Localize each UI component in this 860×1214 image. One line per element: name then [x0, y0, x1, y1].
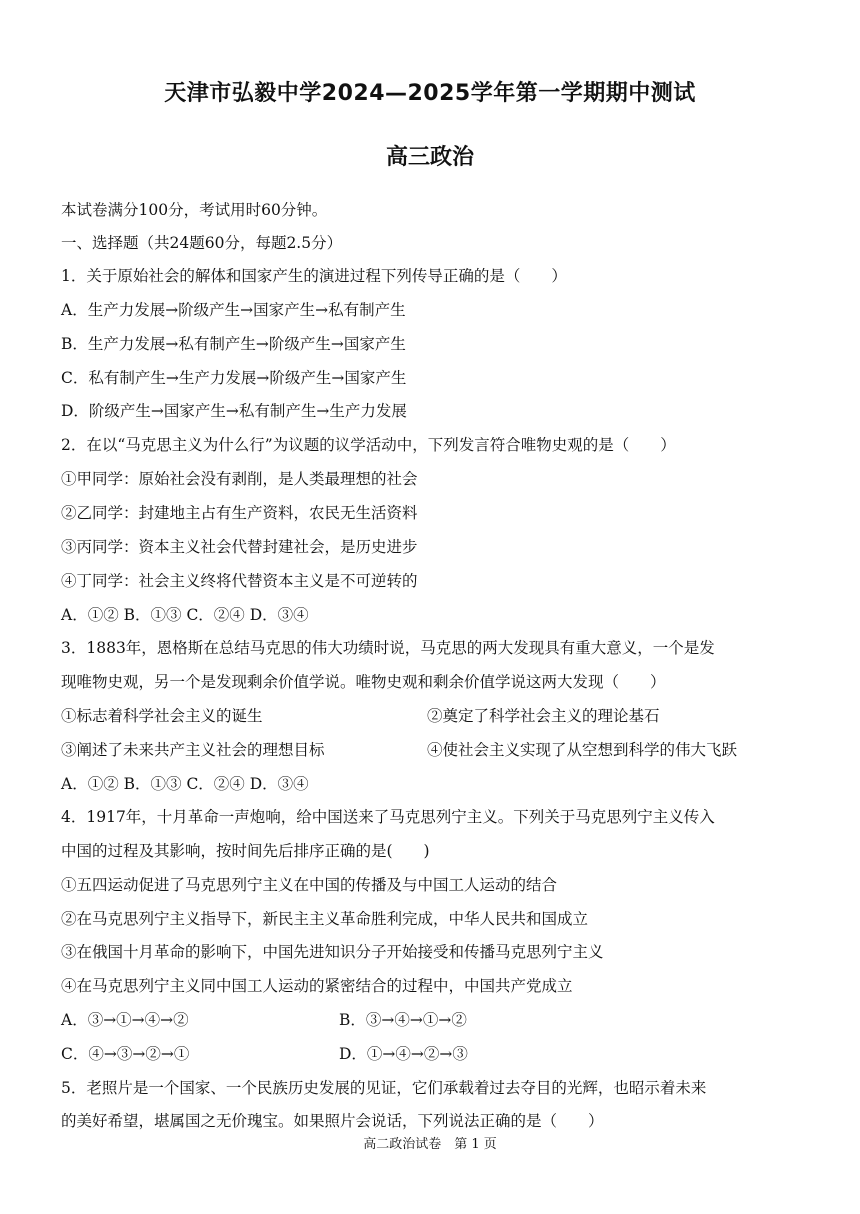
- question-1-option-b: B．生产力发展→私有制产生→阶级产生→国家产生: [61, 335, 406, 353]
- question-3-item-2: ②奠定了科学社会主义的理论基石: [427, 707, 660, 725]
- question-2-item-2: ②乙同学：封建地主占有生产资料，农民无生活资料: [61, 504, 418, 522]
- question-4-item-4: ④在马克思列宁主义同中国工人运动的紧密结合的过程中，中国共产党成立: [61, 977, 573, 995]
- question-4-item-3: ③在俄国十月革命的影响下，中国先进知识分子开始接受和传播马克思列宁主义: [61, 943, 604, 961]
- question-3-item-4: ④使社会主义实现了从空想到科学的伟大飞跃: [427, 741, 738, 759]
- question-2-item-1: ①甲同学：原始社会没有剥削，是人类最理想的社会: [61, 470, 418, 488]
- question-4-option-b: B．③→④→①→②: [339, 1011, 467, 1029]
- exam-title: 天津市弘毅中学2024—2025学年第一学期期中测试: [164, 81, 696, 106]
- question-2-item-3: ③丙同学：资本主义社会代替封建社会，是历史进步: [61, 538, 418, 556]
- question-1-stem: 1．关于原始社会的解体和国家产生的演进过程下列传导正确的是（ ）: [61, 267, 567, 285]
- exam-subtitle: 高三政治: [385, 145, 474, 170]
- question-1-option-c: C．私有制产生→生产力发展→阶级产生→国家产生: [61, 369, 407, 387]
- question-4-item-2: ②在马克思列宁主义指导下，新民主主义革命胜利完成，中华人民共和国成立: [61, 910, 589, 928]
- question-2-item-4: ④丁同学：社会主义终将代替资本主义是不可逆转的: [61, 572, 418, 590]
- page-footer: 高二政治试卷 第 1 页: [363, 1137, 497, 1152]
- question-4-stem-line-1: 4．1917年，十月革命一声炮响，给中国送来了马克思列宁主义。下列关于马克思列宁主义传入: [61, 808, 715, 826]
- question-2-options: A．①② B．①③ C．②④ D．③④: [61, 606, 309, 624]
- question-3-options: A．①② B．①③ C．②④ D．③④: [61, 775, 309, 793]
- question-4-item-1: ①五四运动促进了马克思列宁主义在中国的传播及与中国工人运动的结合: [61, 876, 558, 894]
- section-heading: 一、选择题（共24题60分，每题2.5分）: [61, 234, 343, 252]
- question-5-stem-line-1: 5．老照片是一个国家、一个民族历史发展的见证，它们承载着过去夺目的光辉，也昭示着未来: [61, 1079, 707, 1097]
- question-3-stem-line-2: 现唯物史观，另一个是发现剩余价值学说。唯物史观和剩余价值学说这两大发现（ ）: [61, 673, 666, 691]
- question-3-stem-line-1: 3．1883年，恩格斯在总结马克思的伟大功绩时说，马克思的两大发现具有重大意义，一个是发: [61, 639, 715, 657]
- question-4-option-c: C．④→③→②→①: [61, 1045, 190, 1063]
- question-3-item-1: ①标志着科学社会主义的诞生: [61, 707, 263, 725]
- question-5-stem-line-2: 的美好希望，堪属国之无价瑰宝。如果照片会说话，下列说法正确的是（ ）: [61, 1112, 604, 1130]
- question-3-item-3: ③阐述了未来共产主义社会的理想目标: [61, 741, 325, 759]
- question-2-stem: 2．在以“马克思主义为什么行”为议题的议学活动中，下列发言符合唯物史观的是（ ）: [61, 436, 676, 454]
- exam-note: 本试卷满分100分，考试用时60分钟。: [61, 201, 328, 219]
- question-4-option-d: D．①→④→②→③: [339, 1045, 468, 1063]
- question-1-option-a: A．生产力发展→阶级产生→国家产生→私有制产生: [61, 301, 406, 319]
- question-4-stem-line-2: 中国的过程及其影响，按时间先后排序正确的是( ): [61, 842, 430, 860]
- question-4-option-a: A．③→①→④→②: [61, 1011, 189, 1029]
- question-1-option-d: D．阶级产生→国家产生→私有制产生→生产力发展: [61, 402, 407, 420]
